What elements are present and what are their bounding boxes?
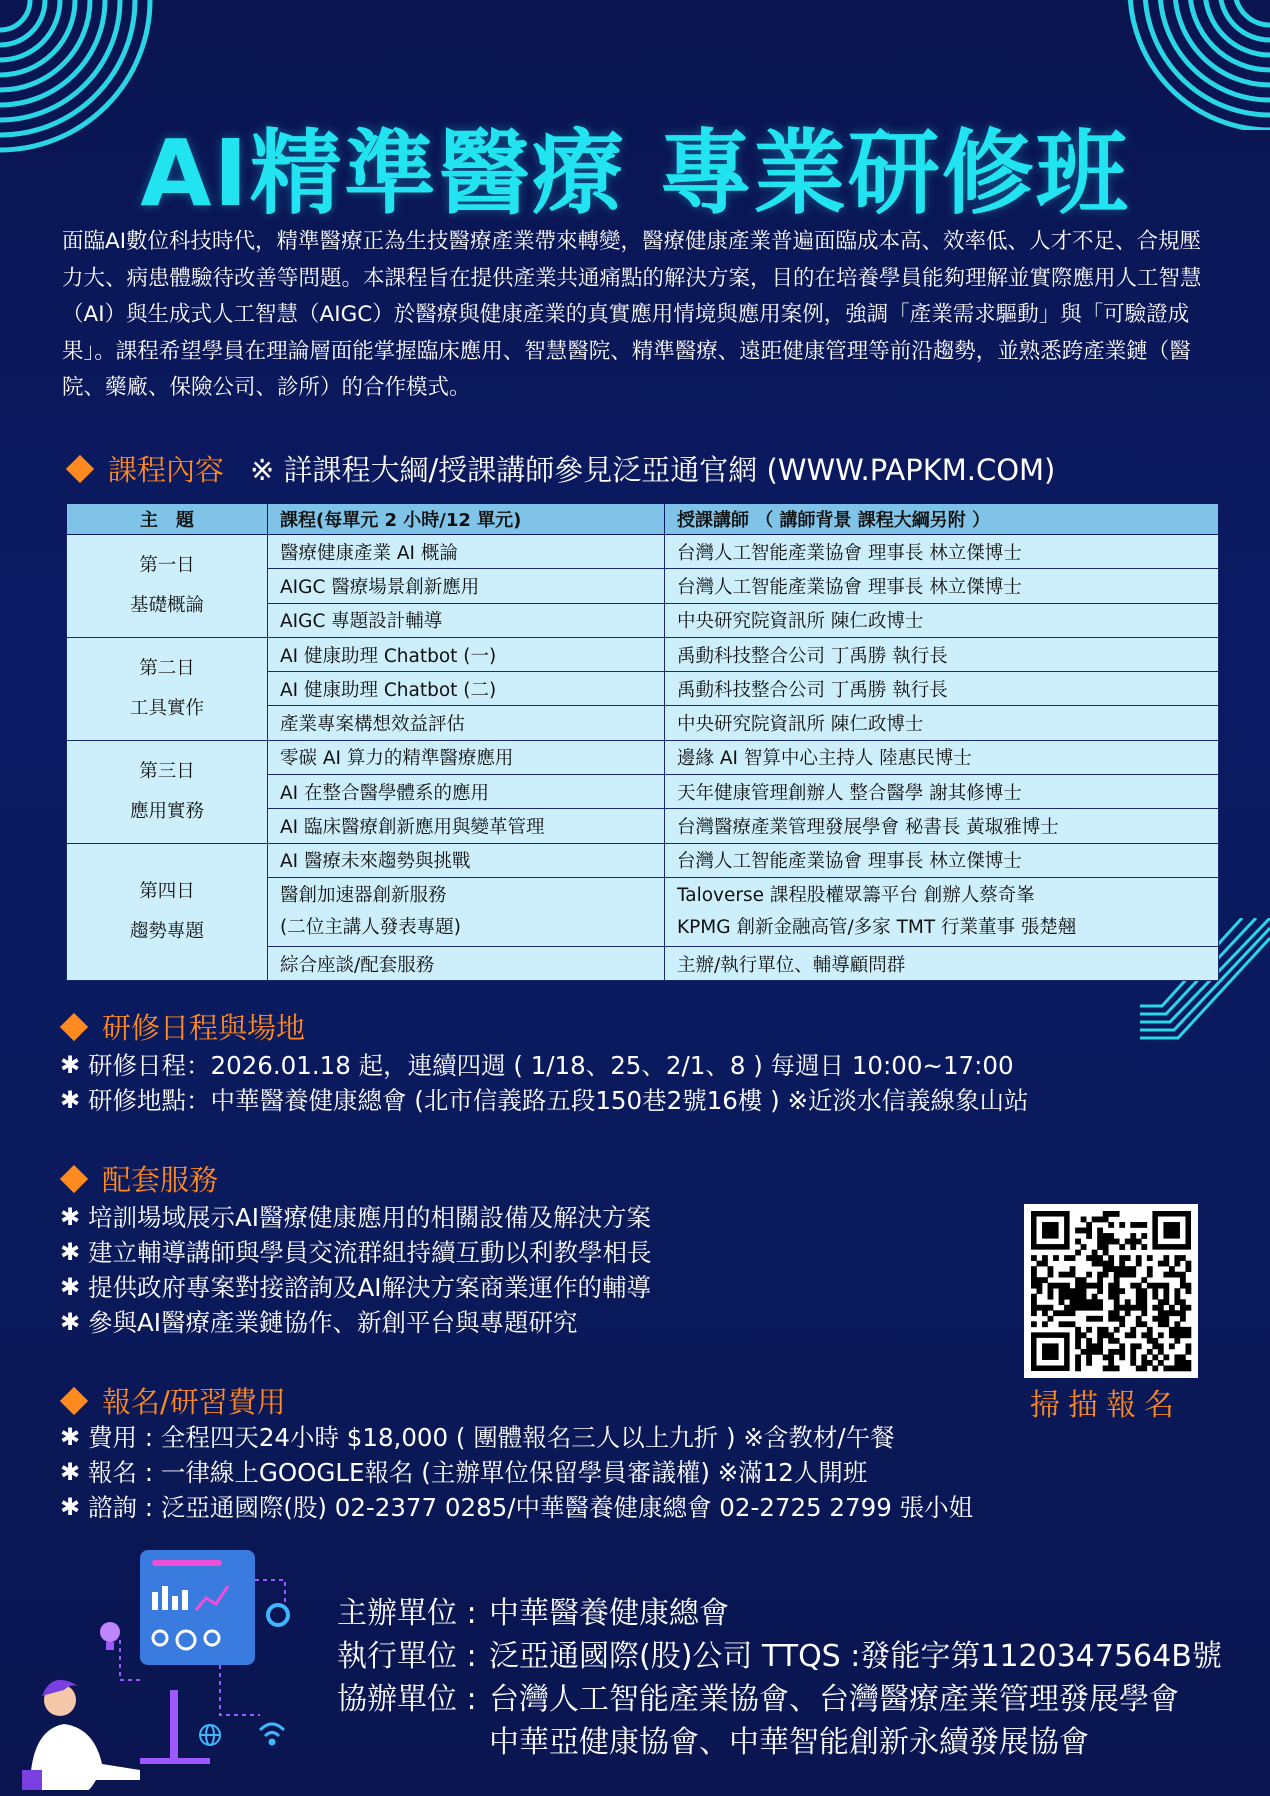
course-table bbox=[66, 503, 1219, 981]
teacher-cell: 天年健康管理創辦人 整合醫學 謝其修博士 bbox=[665, 775, 1219, 809]
person-at-computer-illustration bbox=[20, 1540, 320, 1790]
star-bullet-icon: ✱ bbox=[60, 1493, 81, 1521]
diamond-bullet-icon bbox=[60, 1164, 88, 1192]
list-item: ✱ 建立輔導講師與學員交流群組持續互動以利教學相長 bbox=[60, 1235, 652, 1270]
wifi-icon bbox=[260, 1724, 284, 1744]
co-row: 協辦單位 : 台灣人工智能產業協會、台灣醫療產業管理發展學會 bbox=[337, 1682, 1179, 1717]
fees-section-heading: 報名/研習費用 bbox=[60, 1380, 286, 1421]
teacher-cell: 禹動科技整合公司 丁禹勝 執行長 bbox=[665, 672, 1219, 706]
organizers-block bbox=[337, 1592, 1222, 1764]
lightbulb-icon bbox=[100, 1622, 120, 1650]
column-header: 授課講師 （ 講師背景 課程大綱另附 ） bbox=[665, 504, 1219, 535]
course-cell: 醫創加速器創新服務 (二位主講人發表專題) bbox=[268, 877, 665, 946]
host-row: 主辦單位 : 中華醫養健康總會 bbox=[337, 1596, 729, 1631]
course-cell: AI 健康助理 Chatbot (一) bbox=[268, 637, 665, 671]
column-header: 課程(每單元 2 小時/12 單元) bbox=[268, 504, 665, 535]
star-bullet-icon: ✱ bbox=[60, 1273, 81, 1301]
course-cell: AIGC 專題設計輔導 bbox=[268, 603, 665, 637]
fees-list bbox=[60, 1420, 973, 1525]
course-cell: AI 在整合醫學體系的應用 bbox=[268, 775, 665, 809]
teacher-cell: 主辦/執行單位、輔導顧問群 bbox=[665, 946, 1219, 980]
intro-paragraph: 面臨AI數位科技時代，精準醫療正為生技醫療產業帶來轉變，醫療健康產業普遍面臨成本高、效率低、人才不足、合規壓力大、病患體驗待改善等問題。本課程旨在提供產業共通痛點的解決方案，目的在培養學員能夠理解並實際應用人工智慧（AI）與生成式人工智慧（AIGC）於醫療與健康產業的真實應用情境與應用案例，強調「產業需求驅動」與「可驗證成果」。課程希望學員在理論層面能掌握臨床應用、智慧醫院、精準醫療、遠距健康管理等前沿趨勢，並熟悉跨產業鏈（醫院、藥廠、保險公司、診所）的合作模式。 bbox=[62, 229, 1202, 400]
day-cell: 第三日 應用實務 bbox=[67, 740, 268, 843]
services-list bbox=[60, 1200, 652, 1340]
teacher-cell: 中央研究院資訊所 陳仁政博士 bbox=[665, 603, 1219, 637]
list-item: ✱ 諮詢 : 泛亞通國際(股) 02-2377 0285/中華醫養健康總會 02-2725 2799 張小姐 bbox=[60, 1490, 973, 1525]
course-cell: AI 健康助理 Chatbot (二) bbox=[268, 672, 665, 706]
course-cell: AI 醫療未來趨勢與挑戰 bbox=[268, 843, 665, 877]
course-cell: 醫療健康產業 AI 概論 bbox=[268, 535, 665, 569]
list-item: ✱ 費用 : 全程四天24小時 $18,000 ( 團體報名三人以上九折 ) ※含教材/午餐 bbox=[60, 1420, 973, 1455]
services-section-heading: 配套服務 bbox=[60, 1158, 218, 1199]
teacher-cell: Taloverse 課程股權眾籌平台 創辦人蔡奇峯 KPMG 創新金融高管/多家 TMT 行業董事 張楚翹 bbox=[665, 877, 1219, 946]
qr-code-icon bbox=[1024, 1204, 1198, 1378]
teacher-cell: 禹動科技整合公司 丁禹勝 執行長 bbox=[665, 637, 1219, 671]
day-cell: 第四日 趨勢專題 bbox=[67, 843, 268, 981]
course-cell: AIGC 醫療場景創新應用 bbox=[268, 569, 665, 603]
star-bullet-icon: ✱ bbox=[60, 1203, 81, 1231]
teacher-cell: 台灣醫療產業管理發展學會 秘書長 黃琡雅博士 bbox=[665, 809, 1219, 843]
diamond-bullet-icon bbox=[60, 1012, 88, 1040]
exec-row: 執行單位 : 泛亞通國際(股)公司 TTQS :發能字第1120347564B號 bbox=[337, 1639, 1222, 1674]
diamond-bullet-icon bbox=[60, 1386, 88, 1414]
teacher-cell: 台灣人工智能產業協會 理事長 林立傑博士 bbox=[665, 535, 1219, 569]
co-row-continued: 中華亞健康協會、中華智能創新永續發展協會 bbox=[489, 1725, 1089, 1760]
star-bullet-icon: ✱ bbox=[60, 1051, 81, 1079]
list-item: ✱ 報名 : 一律線上GOOGLE報名 (主辦單位保留學員審議權) ※滿12人開班 bbox=[60, 1455, 973, 1490]
course-cell: 產業專案構想效益評估 bbox=[268, 706, 665, 740]
list-item: ✱ 提供政府專案對接諮詢及AI解決方案商業運作的輔導 bbox=[60, 1270, 652, 1305]
list-item: ✱ 研修地點：中華醫養健康總會 (北市信義路五段150巷2號16樓 ) ※近淡水信義線象山站 bbox=[60, 1083, 1029, 1118]
course-cell: 綜合座談/配套服務 bbox=[268, 946, 665, 980]
course-cell: AI 臨床醫療創新應用與變革管理 bbox=[268, 809, 665, 843]
teacher-cell: 邊緣 AI 智算中心主持人 陸惠民博士 bbox=[665, 740, 1219, 774]
day-cell: 第一日 基礎概論 bbox=[67, 535, 268, 638]
star-bullet-icon: ✱ bbox=[60, 1458, 81, 1486]
course-section-heading: 課程內容 ※ 詳課程大綱/授課講師參見泛亞通官網 (WWW.PAPKM.COM) bbox=[66, 448, 1055, 489]
star-bullet-icon: ✱ bbox=[60, 1308, 81, 1336]
scan-to-register-label: 掃描報名 bbox=[1030, 1388, 1182, 1423]
day-cell: 第二日 工具實作 bbox=[67, 637, 268, 740]
teacher-cell: 中央研究院資訊所 陳仁政博士 bbox=[665, 706, 1219, 740]
diamond-bullet-icon bbox=[66, 454, 94, 482]
star-bullet-icon: ✱ bbox=[60, 1423, 81, 1451]
teacher-cell: 台灣人工智能產業協會 理事長 林立傑博士 bbox=[665, 569, 1219, 603]
globe-icon bbox=[200, 1725, 220, 1745]
course-cell: 零碳 AI 算力的精準醫療應用 bbox=[268, 740, 665, 774]
table-row bbox=[67, 843, 1219, 877]
table-row bbox=[67, 740, 1219, 774]
table-row bbox=[67, 637, 1219, 671]
column-header: 主 題 bbox=[67, 504, 268, 535]
schedule-list bbox=[60, 1048, 1029, 1118]
star-bullet-icon: ✱ bbox=[60, 1238, 81, 1266]
list-item: ✱ 培訓場域展示AI醫療健康應用的相關設備及解決方案 bbox=[60, 1200, 652, 1235]
list-item: ✱ 研修日程：2026.01.18 起，連續四週 ( 1/18、25、2/1、8 ) 每週日 10:00~17:00 bbox=[60, 1048, 1029, 1083]
table-row bbox=[67, 535, 1219, 569]
page-title: AI精準醫療 專業研修班 bbox=[140, 120, 1130, 227]
table-header-row bbox=[67, 504, 1219, 535]
star-bullet-icon: ✱ bbox=[60, 1086, 81, 1114]
list-item: ✱ 參與AI醫療產業鏈協作、新創平台與專題研究 bbox=[60, 1305, 652, 1340]
course-website-note: ※ 詳課程大綱/授課講師參見泛亞通官網 (WWW.PAPKM.COM) bbox=[250, 453, 1056, 487]
registration-qr-code[interactable] bbox=[1024, 1204, 1198, 1378]
teacher-cell: 台灣人工智能產業協會 理事長 林立傑博士 bbox=[665, 843, 1219, 877]
schedule-section-heading: 研修日程與場地 bbox=[60, 1006, 305, 1047]
